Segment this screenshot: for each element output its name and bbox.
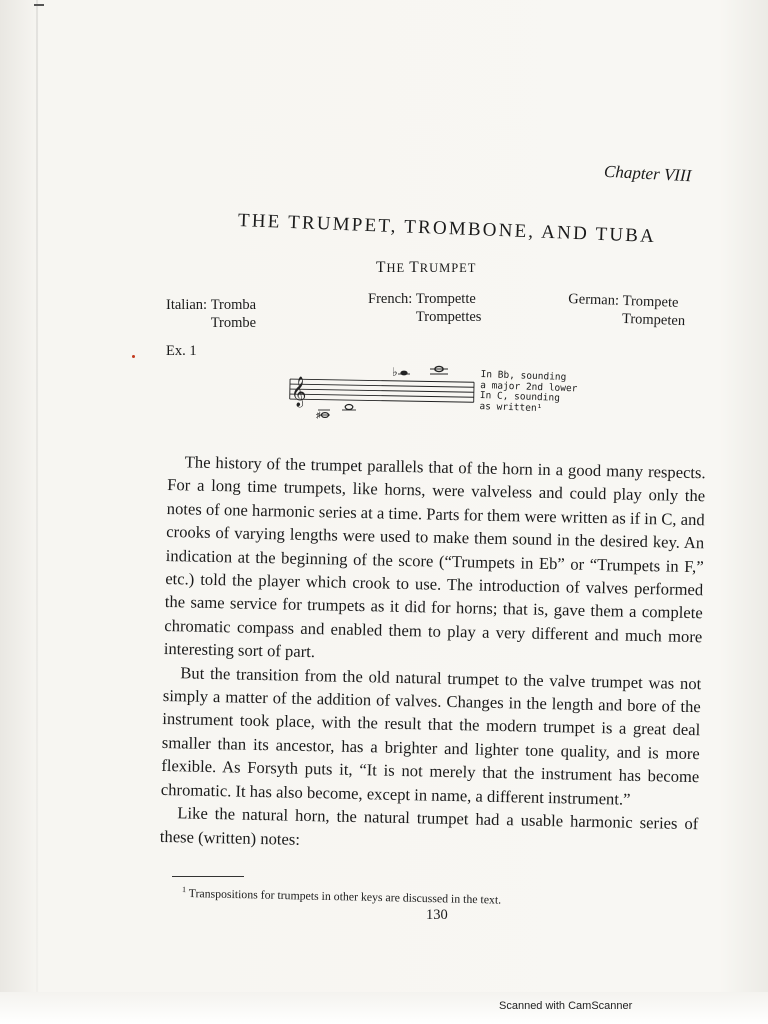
language-label: German: [568, 291, 620, 309]
high-note-icon [430, 366, 448, 374]
chapter-title: THE TRUMPET, TROMBONE, AND TUBA [237, 210, 657, 248]
example-label: Ex. 1 [166, 343, 197, 359]
footnote-rule [172, 876, 244, 877]
high-note-flat-icon [392, 365, 410, 379]
plural-name: Trompeten [621, 310, 686, 330]
low-note-icon [316, 410, 330, 420]
scanner-watermark: Scanned with CamScanner [499, 1000, 633, 1012]
music-staff [288, 363, 478, 425]
singular-name: Trompette [415, 291, 476, 307]
language-label: Italian: [166, 297, 208, 313]
svg-text:♯: ♯ [316, 410, 321, 420]
chapter-label: Chapter VIII [603, 161, 692, 186]
section-title-initial-2: T [409, 259, 420, 276]
body-text [160, 450, 706, 859]
plural-name: Trombe [210, 315, 257, 331]
footnote-text: Transpositions for trumpets in other keys are discussed in the text. [185, 886, 502, 907]
paragraph: The history of the trumpet parallels that of the horn in a good many respects. For a long time trumpets, like horns, were valveless and could play only the notes of one harmonic series at a time. Parts for them were written as if in C, and crooks of varying lengths were used to make them sound in the desired key. An indication at the beginning of the score (“Trumpets in Eb” or “Trumpets in F,” etc.) told the player which crook to use. The introduction of valves performed the same service for trumpets as it did for horns; that is, gave them a complete chromatic compass and enabled them to play a very different and much more interesting sort of part. [163, 452, 706, 662]
scan-margin [0, 992, 768, 1024]
singular-name: Tromba [210, 297, 257, 313]
section-title-part-2: RUMPET [419, 261, 477, 275]
note-line: In C, sounding [479, 390, 561, 404]
note-line: as written¹ [479, 400, 543, 414]
section-title-part: HE [386, 261, 410, 275]
scan-corner-mark [34, 4, 44, 6]
footnote-mark: 1 [181, 885, 187, 895]
note-line: In Bb, sounding [480, 369, 567, 384]
low-note-2-icon [342, 405, 356, 411]
german-names [567, 290, 686, 330]
paragraph: But the transition from the old natural trumpet to the valve trumpet was not simply a matter of the addition of valves. Changes in the length and bore of the instrument took place, with the result that the modern trumpet is a great deal smaller than its ancestor, has a brighter and lighter tone quality, and is more flexible. As Forsyth puts it, “It is not merely that the instrument has become chromatic. It has also become, except in name, a different instrument.” [160, 662, 702, 809]
page-number: 130 [426, 907, 448, 923]
footnote [182, 885, 501, 908]
note-line: a major 2nd lower [480, 379, 578, 394]
svg-text:♭: ♭ [392, 365, 398, 379]
plural-name: Trompettes [415, 309, 482, 325]
italian-names [166, 296, 256, 332]
treble-clef-icon: 𝄞 [291, 377, 307, 407]
language-label: French: [368, 291, 413, 307]
french-names [368, 290, 481, 326]
transposition-note [479, 370, 578, 415]
section-title [376, 259, 476, 277]
paragraph: Like the natural horn, the natural trumpet had a usable harmonic series of these (written) notes: [159, 803, 699, 849]
section-title-initial: T [376, 259, 387, 276]
margin-mark [132, 355, 135, 358]
singular-name: Trompete [622, 292, 679, 311]
page-fold-shadow [36, 0, 38, 1000]
